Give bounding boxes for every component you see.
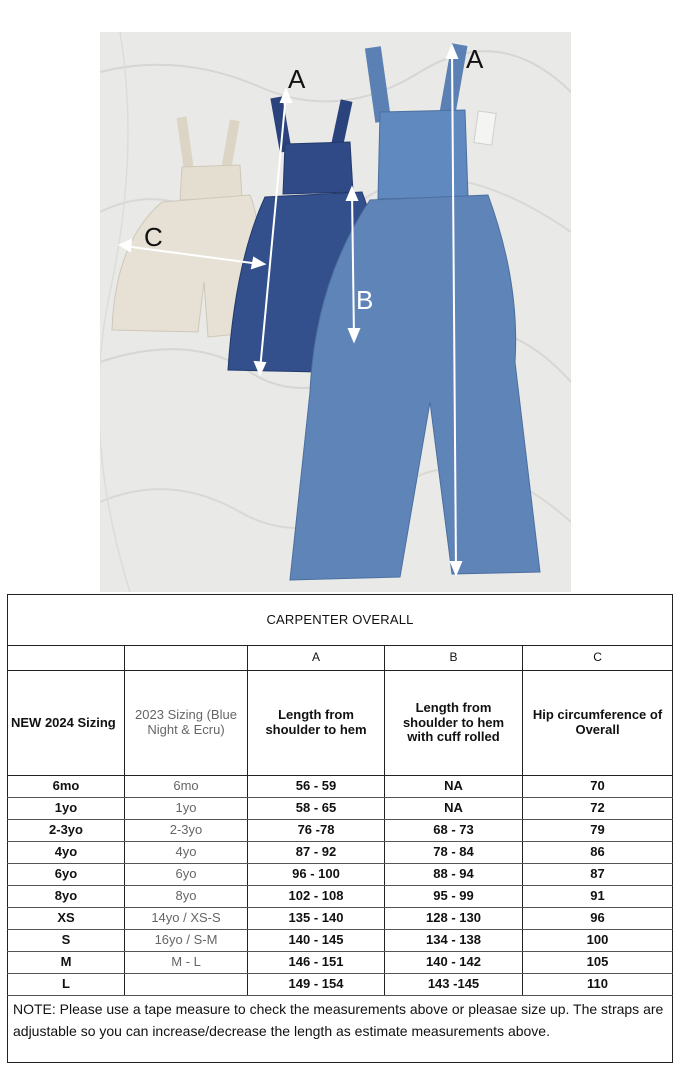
cell-old (125, 974, 248, 996)
letter-blank-2 (125, 646, 248, 671)
table-row (8, 974, 673, 996)
cell-c: 110 (523, 974, 673, 996)
cell-old: 8yo (125, 886, 248, 908)
overalls-illustration (100, 32, 571, 592)
cell-old: 1yo (125, 798, 248, 820)
cell-old: M - L (125, 952, 248, 974)
header-c: Hip circumference of Overall (523, 671, 673, 776)
cell-a: 76 -78 (248, 820, 385, 842)
note-row (8, 996, 673, 1063)
cell-a: 102 - 108 (248, 886, 385, 908)
cell-new: 8yo (8, 886, 125, 908)
cell-old: 14yo / XS-S (125, 908, 248, 930)
cell-a: 58 - 65 (248, 798, 385, 820)
cell-a: 96 - 100 (248, 864, 385, 886)
column-letter-c: C (523, 646, 673, 671)
cell-c: 100 (523, 930, 673, 952)
cell-c: 86 (523, 842, 673, 864)
cell-new: 2-3yo (8, 820, 125, 842)
table-row (8, 842, 673, 864)
cell-a: 56 - 59 (248, 776, 385, 798)
table-title: CARPENTER OVERALL (8, 595, 673, 646)
label-c: C (144, 222, 163, 252)
cell-b: 143 -145 (385, 974, 523, 996)
column-letter-b: B (385, 646, 523, 671)
table-row (8, 886, 673, 908)
cell-b: 128 - 130 (385, 908, 523, 930)
cell-b: 88 - 94 (385, 864, 523, 886)
cell-c: 79 (523, 820, 673, 842)
cell-new: L (8, 974, 125, 996)
cell-new: 6yo (8, 864, 125, 886)
table-row (8, 798, 673, 820)
column-letter-a: A (248, 646, 385, 671)
cell-old: 2-3yo (125, 820, 248, 842)
header-old-sizing: 2023 Sizing (Blue Night & Ecru) (125, 671, 248, 776)
cell-new: 1yo (8, 798, 125, 820)
cell-old: 16yo / S-M (125, 930, 248, 952)
cell-c: 105 (523, 952, 673, 974)
cell-c: 91 (523, 886, 673, 908)
cell-c: 70 (523, 776, 673, 798)
cell-a: 149 - 154 (248, 974, 385, 996)
cell-b: 78 - 84 (385, 842, 523, 864)
table-row (8, 908, 673, 930)
cell-a: 140 - 145 (248, 930, 385, 952)
cell-a: 87 - 92 (248, 842, 385, 864)
cell-b: 134 - 138 (385, 930, 523, 952)
cell-b: 68 - 73 (385, 820, 523, 842)
header-b: Length from shoulder to hem with cuff rolled (385, 671, 523, 776)
cell-b: 140 - 142 (385, 952, 523, 974)
table-row (8, 820, 673, 842)
letter-blank-1 (8, 646, 125, 671)
cell-a: 146 - 151 (248, 952, 385, 974)
product-photo (100, 32, 571, 592)
cell-old: 6mo (125, 776, 248, 798)
label-a-short: A (288, 64, 306, 94)
cell-c: 96 (523, 908, 673, 930)
cell-old: 6yo (125, 864, 248, 886)
cell-new: S (8, 930, 125, 952)
table-row (8, 776, 673, 798)
size-chart-table (7, 594, 673, 1063)
column-letter-row (8, 646, 673, 671)
table-row (8, 930, 673, 952)
cell-new: 6mo (8, 776, 125, 798)
table-title-row (8, 595, 673, 646)
header-a: Length from shoulder to hem (248, 671, 385, 776)
note-text: NOTE: Please use a tape measure to check the measurements above or pleasae size up. The straps are adjustable so you can increase/decrease the length as estimate measurements above. (8, 996, 673, 1063)
cell-c: 87 (523, 864, 673, 886)
label-b: B (356, 285, 374, 315)
cell-b: NA (385, 776, 523, 798)
header-new-sizing: NEW 2024 Sizing (8, 671, 125, 776)
cell-old: 4yo (125, 842, 248, 864)
cell-new: XS (8, 908, 125, 930)
cell-a: 135 - 140 (248, 908, 385, 930)
cell-new: M (8, 952, 125, 974)
size-rows (8, 776, 673, 996)
header-row (8, 671, 673, 776)
label-a-long: A (466, 44, 484, 74)
cell-new: 4yo (8, 842, 125, 864)
cell-b: 95 - 99 (385, 886, 523, 908)
table-row (8, 952, 673, 974)
cell-b: NA (385, 798, 523, 820)
table-row (8, 864, 673, 886)
cell-c: 72 (523, 798, 673, 820)
